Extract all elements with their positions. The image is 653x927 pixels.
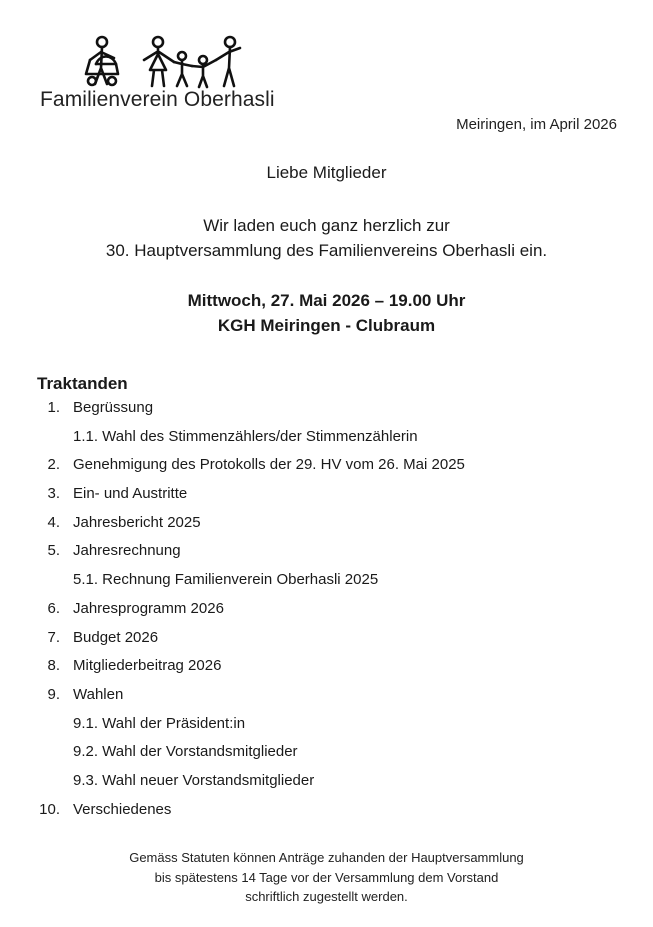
- agenda-subitem-label: 1.1. Wahl des Stimmenzählers/der Stimmenzählerin: [73, 427, 418, 445]
- org-name: Familienverein Oberhasli: [40, 88, 275, 111]
- footer-line-1: Gemäss Statuten können Anträge zuhanden der Hauptversammlung: [129, 850, 524, 865]
- agenda-subitem: [0, 714, 653, 743]
- agenda-item: [0, 685, 653, 714]
- event-location: KGH Meiringen - Clubraum: [217, 316, 436, 335]
- agenda-subitem: [0, 427, 653, 456]
- footer-line-3: schriftlich zugestellt werden.: [245, 889, 408, 904]
- agenda-item: [0, 656, 653, 685]
- agenda-item-label: Jahresrechnung: [73, 542, 181, 560]
- agenda-subitem: [0, 742, 653, 771]
- agenda-item-number: 3.: [47, 485, 60, 503]
- agenda-item: [0, 628, 653, 657]
- agenda-title: Traktanden: [37, 374, 128, 393]
- agenda-item-number: 9.: [47, 685, 60, 703]
- agenda-item-number: 7.: [47, 628, 60, 646]
- agenda-item-number: 10.: [39, 800, 60, 818]
- family-logo: [40, 34, 300, 90]
- agenda-item-label: Jahresprogramm 2026: [73, 599, 224, 617]
- agenda-item-label: Verschiedenes: [73, 800, 172, 818]
- agenda-item-number: 2.: [47, 456, 60, 474]
- agenda-item: [0, 484, 653, 513]
- agenda-item-label: Begrüssung: [73, 399, 154, 416]
- agenda-item: [0, 398, 653, 427]
- agenda-item: [0, 541, 653, 570]
- event-details: [0, 288, 653, 338]
- agenda-item: [0, 513, 653, 542]
- agenda-subitem-label: 9.3. Wahl neuer Vorstandsmitglieder: [73, 771, 315, 789]
- agenda-item-label: Genehmigung des Protokolls der 29. HV vom 26. Mai 2025: [73, 456, 465, 474]
- agenda-item-number: 5.: [47, 542, 60, 560]
- agenda-subitem-label: 9.2. Wahl der Vorstandsmitglieder: [73, 743, 298, 761]
- agenda-item-number: 1.: [47, 399, 60, 416]
- invitation-line-2: 30. Hauptversammlung des Familienvereins Oberhasli ein.: [105, 241, 548, 260]
- agenda-item-number: 4.: [47, 513, 60, 531]
- agenda-item-number: 8.: [47, 657, 60, 675]
- agenda-item: [0, 599, 653, 628]
- agenda-subitem: [0, 570, 653, 599]
- footer-line-2: bis spätestens 14 Tage vor der Versammlung dem Vorstand: [154, 869, 499, 885]
- agenda-item-label: Ein- und Austritte: [73, 485, 188, 503]
- agenda-subitem-label: 9.1. Wahl der Präsident:in: [73, 714, 246, 732]
- agenda-item-label: Mitgliederbeitrag 2026: [73, 657, 222, 675]
- agenda-item-number: 6.: [47, 599, 60, 617]
- agenda-item: [0, 455, 653, 484]
- agenda-item: [0, 800, 653, 829]
- agenda-subitem-label: 5.1. Rechnung Familienverein Oberhasli 2025: [73, 571, 379, 589]
- agenda-subitem: [0, 771, 653, 800]
- agenda-item-label: Jahresbericht 2025: [73, 513, 201, 531]
- agenda-item-label: Wahlen: [73, 685, 124, 703]
- agenda-item-label: Budget 2026: [73, 628, 159, 646]
- invitation-text: [0, 213, 653, 263]
- agenda-list: [0, 398, 653, 828]
- family-figures-icon: [40, 34, 250, 90]
- place-date: Meiringen, im April 2026: [456, 116, 617, 133]
- greeting: Liebe Mitglieder: [266, 163, 387, 182]
- footer-note: [0, 848, 653, 907]
- invitation-line-1: Wir laden euch ganz herzlich zur: [203, 216, 450, 235]
- event-date: Mittwoch, 27. Mai 2026 – 19.00 Uhr: [187, 291, 466, 310]
